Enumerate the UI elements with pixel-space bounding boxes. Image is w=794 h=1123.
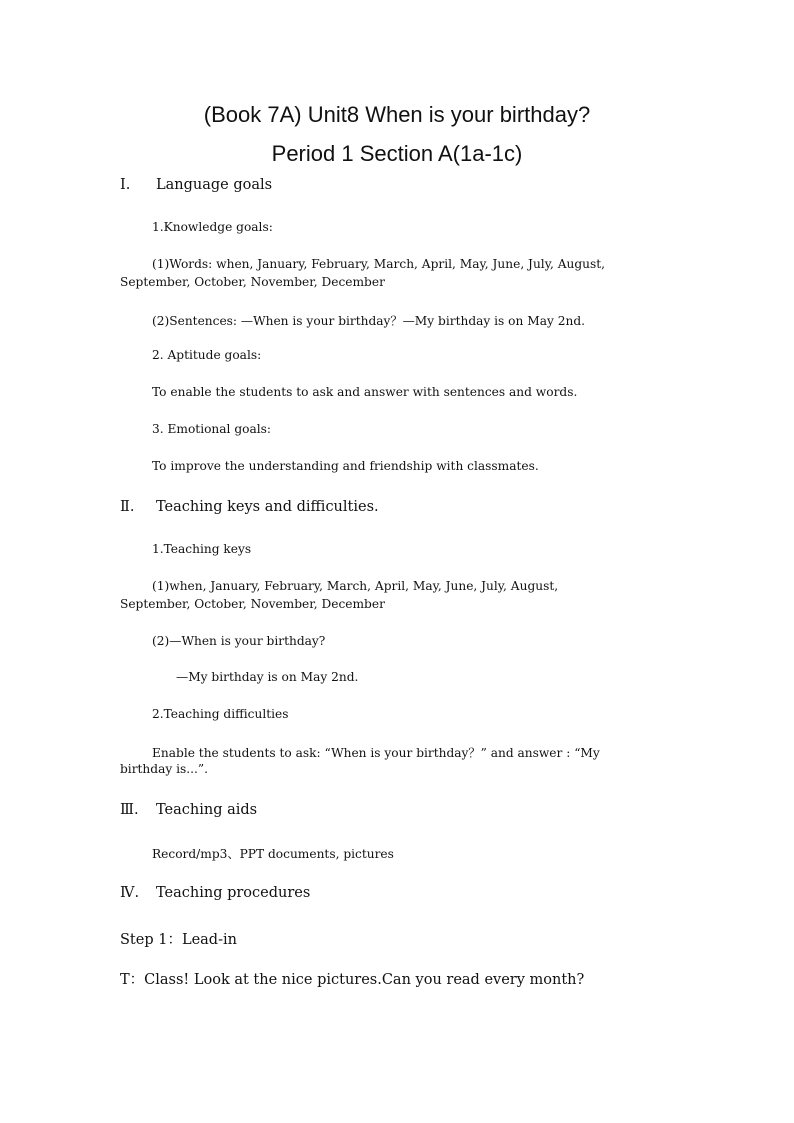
text-line: (1)when, January, February, March, April, May, June, July, August, xyxy=(152,579,559,593)
text-line: (1)Words: when, January, February, March, April, May, June, July, August, xyxy=(152,257,606,271)
text-line: 2.Teaching difficulties xyxy=(152,707,289,721)
text-line: —My birthday is on May 2nd. xyxy=(176,670,359,684)
text-line: Enable the students to ask: “When is your birthday？” and answer : “My xyxy=(152,746,600,760)
text-line: September, October, November, December xyxy=(120,597,385,611)
section-number: Ⅳ. xyxy=(120,885,140,901)
text-line: 2. Aptitude goals: xyxy=(152,348,262,362)
section-title: Teaching aids xyxy=(156,802,258,818)
section-number: Ⅰ. xyxy=(120,177,131,193)
text-line: September, October, November, December xyxy=(120,275,385,289)
text-line: Record/mp3、PPT documents, pictures xyxy=(152,847,394,861)
text-line: 3. Emotional goals: xyxy=(152,422,271,436)
section-title: Teaching keys and difficulties. xyxy=(156,499,379,515)
text-line: T：Class! Look at the nice pictures.Can you read every month? xyxy=(120,972,585,988)
section-heading-teaching-keys xyxy=(120,499,379,515)
text-line: (2)Sentences: —When is your birthday？—My birthday is on May 2nd. xyxy=(152,314,586,328)
section-number: Ⅲ. xyxy=(120,802,139,818)
section-heading-language-goals xyxy=(120,177,272,193)
text-line: To improve the understanding and friendship with classmates. xyxy=(152,459,539,473)
section-number: Ⅱ. xyxy=(120,499,135,515)
section-heading-teaching-procedures xyxy=(120,885,310,901)
document-title: (Book 7A) Unit8 When is your birthday? xyxy=(203,102,591,127)
step-heading: Step 1：Lead-in xyxy=(120,932,237,948)
text-line: 1.Teaching keys xyxy=(152,542,252,556)
section-title: Teaching procedures xyxy=(156,885,311,901)
text-line: (2)—When is your birthday? xyxy=(152,634,326,648)
document-subtitle: Period 1 Section A(1a-1c) xyxy=(271,141,523,166)
text-line: To enable the students to ask and answer with sentences and words. xyxy=(152,385,578,399)
section-heading-teaching-aids xyxy=(120,802,257,818)
text-line: 1.Knowledge goals: xyxy=(152,220,273,234)
text-line: birthday is...”. xyxy=(120,762,208,776)
section-title: Language goals xyxy=(156,177,273,193)
